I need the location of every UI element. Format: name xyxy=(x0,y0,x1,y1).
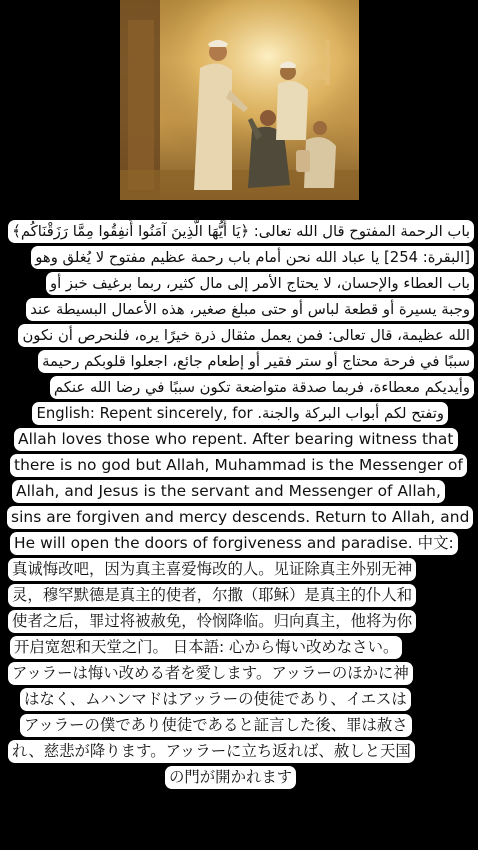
caption-line: there is no god but Allah, Muhammad is the Messenger of xyxy=(10,454,467,477)
caption-line: He will open the doors of forgiveness and paradise. 中文: xyxy=(10,532,458,555)
caption-line: [البقرة: 254] يا عباد الله نحن أمام باب رحمة عظيم مفتوح لا يُغلق وهو xyxy=(31,246,474,269)
caption-line: 使者之后，罪过将被赦免，怜悯降临。归向真主，他将为你 xyxy=(8,610,416,633)
caption-line: وتفتح لكم أبواب البركة والجنة. English: Repent sincerely, for xyxy=(32,402,448,425)
caption-line: sins are forgiven and mercy descends. Return to Allah, and xyxy=(7,506,473,529)
caption-line: وأيديكم معطاءة، فربما صدقة متواضعة تكون سببًا في رضا الله عنكم xyxy=(50,376,474,399)
caption-line: れ、慈悲が降ります。アッラーに立ち返れば、赦しと天国 xyxy=(8,740,415,763)
caption-line: وجبة يسيرة أو قطعة لباس أو حتى مبلغ صغير، هذه الأعمال البسيطة عند xyxy=(26,298,474,321)
caption-line: باب الرحمة المفتوح قال الله تعالى: ﴿يَا أَيُّهَا الَّذِينَ آمَنُوا أَنفِقُوا مِمَّا رَزَقْنَاكُم﴾ xyxy=(8,220,474,243)
caption-text-block xyxy=(0,216,478,814)
illustration-image xyxy=(120,0,359,200)
caption-line: 开启宽恕和天堂之门。 日本語: 心から悔い改めなさい。 xyxy=(10,636,402,659)
caption-line: アッラーの僕であり使徒であると証言した後、罪は赦さ xyxy=(20,714,412,737)
caption-line: سببًا في فرحة محتاج أو ستر فقير أو إطعام جائع، اجعلوا قلوبكم رحيمة xyxy=(38,350,474,373)
caption-line: 真诚悔改吧，因为真主喜爱悔改的人。见证除真主外别无神 xyxy=(8,558,416,581)
caption-line: Allah loves those who repent. After bearing witness that xyxy=(14,428,458,451)
caption-line: Allah, and Jesus is the servant and Messenger of Allah, xyxy=(12,480,445,503)
caption-line: の門が開かれます xyxy=(165,766,296,789)
caption-line: 灵，穆罕默德是真主的使者，尔撒（耶稣）是真主的仆人和 xyxy=(8,584,416,607)
caption-line: باب العطاء والإحسان، لا يحتاج الأمر إلى مال كثير، ربما برغيف خبز أو xyxy=(46,272,474,295)
caption-line: アッラーは悔い改める者を愛します。アッラーのほかに神 xyxy=(8,662,413,685)
caption-line: はなく、ムハンマドはアッラーの使徒であり、イエスは xyxy=(20,688,411,711)
caption-line: الله عظيمة، قال تعالى: فمن يعمل مثقال ذرة خيرًا يره، فلنحرص أن نكون xyxy=(18,324,474,347)
